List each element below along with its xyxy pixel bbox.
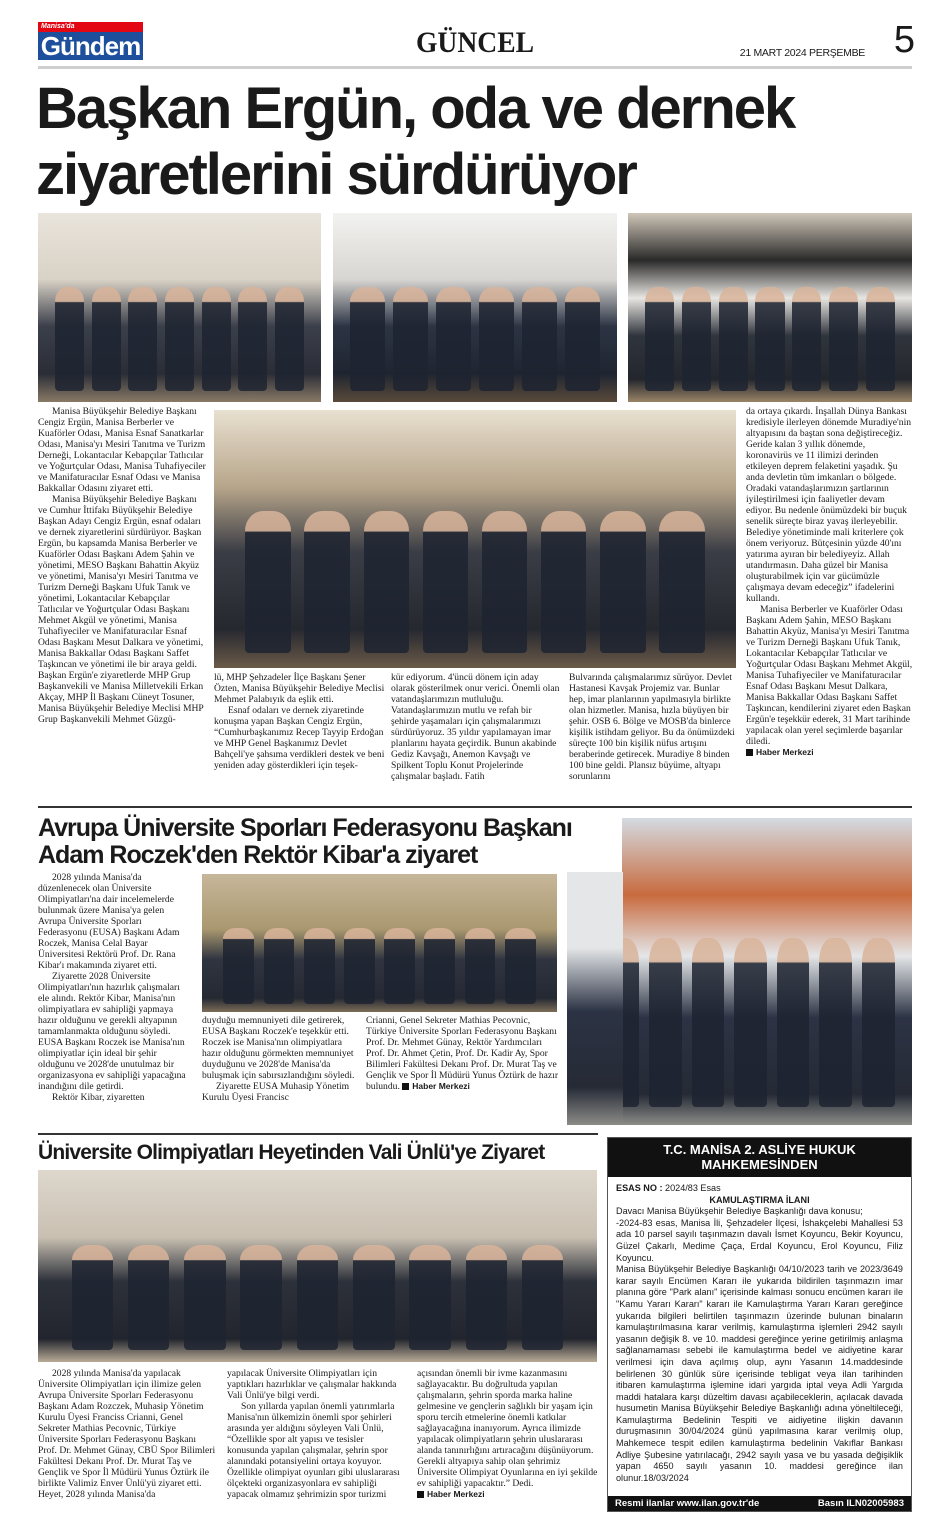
logo-small-text: Manisa'da — [41, 23, 75, 30]
paragraph: Manisa Berberler ve Kuaförler Odası Başkanı Adem Şahin, MESO Başkanı Bahattin Akyüz, Manisa'yı Mesiri Tanıtma ve Turizm Derneği Başkanı Ufuk Tanık, Lokantacılar Kebapçılar Tatlıcılar ve Yoğurtçular Odası Başkanı Mehmet Akgül, Manisa Tuhafiyeciler ve Manifaturacılar Esnaf Odası Başkanı Mesut Dalkara, Manisa Bakkallar Odası Başkanı Saffet Taşkıncan, kendilerini ziyaret eden Başkan Ergün'e teşekkür ederek, 31 Mart tarihinde yapılacak olan yerel seçimlerde başarılar diledi. — [746, 604, 913, 747]
article2-main-photo — [202, 874, 557, 1012]
header-divider — [38, 66, 912, 69]
paragraph: Esnaf odaları ve dernek ziyaretinde konuşma yapan Başkan Cengiz Ergün, “Cumhurbaşkanımız Recep Tayyip Erdoğan ve MHP Genel Başkanımız Devlet Bahçeli'ye şahsıma verdikleri destek ve beni yeniden aday gösterdikleri için teşek- — [214, 705, 385, 771]
article2-side-photo-extension — [567, 872, 623, 1125]
article1-column-4 — [569, 672, 737, 796]
paragraph: Ziyarette EUSA Muhasip Yönetim Kurulu Üyesi Francisс — [202, 1081, 350, 1103]
official-notices-link[interactable]: Resmi ilanlar www.ilan.gov.tr'de — [615, 1498, 760, 1509]
article1-photo-3 — [628, 213, 912, 402]
case-number-value: 2024/83 Esas — [665, 1183, 721, 1193]
title-line: T.C. MANİSA 2. ASLİYE HUKUK — [663, 1142, 856, 1157]
paragraph: Ziyarette 2028 Üniversite Olimpiyatları'nın hazırlık çalışmaları ele alındı. Rektör Kibar, Manisa'nın olimpiyatlara ev sahipliği yapmaya hazır olduğunu ve gerekli altyapının tamamlanmakta olduğunu söyledi. EUSA Başkanı Roczek ise Manisa'nın olimpiyatlar için ideal bir şehir olduğunu ve 2028'de unutulmaz bir organizasyona ev sahipliği yapacağına inandığını dile getirdi. — [38, 971, 186, 1092]
article1-photo-1 — [38, 213, 321, 402]
paragraph: duyduğu memnuniyeti dile getirerek, EUSA Başkanı Roczek'e teşekkür etti. Roczek ise Manisa'nın olimpiyatlara hazır olduğunu görmekten memnuniyet duyduğunu ve 2028'de Manisa'da buluşmak için sabırsızlandığını söyledi. — [202, 1015, 355, 1081]
article3-byline: Haber Merkezi — [417, 1489, 599, 1499]
article3-photo — [38, 1170, 597, 1362]
section-title: GÜNCEL — [415, 26, 535, 59]
legal-notice-title — [608, 1138, 911, 1177]
article2-column-2 — [202, 1015, 362, 1126]
paragraph: açısından önemli bir ivme kazanmasını sağlayacaktır. Bu doğrultuda yapılan çalışmaların, şehrin sporda marka haline gelmesine ve gençlerin sağlıklı bir yaşam için sporu tercih etmelerine önemli katkılar sağlayacağına inanıyorum. Ayrıca ilimizde yapılacak olimpiyatların şehrin uluslararası alanda tanınırlığını artıracağını düşünüyorum. Gerekli altyapıya sahip olan şehrimiz Üniversite Olimpiyat Oyunlarına en iyi şekilde ev sahipliği yapacaktır.” Dedi. — [417, 1368, 598, 1489]
paragraph: Bulvarında çalışmalarımız sürüyor. Devlet Hastanesi Kavşak Projemiz var. Bunlar hep, imar planlarının yapılmasıyla birlikte olan hizmetler. Manisa, hızla büyüyen bir şehir. OSB 6. Bölge ve MOSB'da binlerce kişilik istihdam geliyor. Bu da önümüzdeki süreçte 100 bin kişilik nüfus artışını beraberinde getirecek. Muradiye 8 binden 100 bine geldi. Plansız büyüme, altyapı sorunlarını — [569, 672, 735, 782]
paragraph: Crianni, Genel Sekreter Mathias Pecovnic, Türkiye Üniversite Sporları Federasyonu Başkanı Prof. Dr. Mehmet Günay, Rektör Yardımcıları Prof. Dr. Ahmet Çetin, Prof. Dr. Kadir Ay, Spor Bilimleri Fakültesi Dekanı Prof. Dr. Murat Taş ve Gençlik ve Spor İl Müdürü Yunus Öztürk de hazır bulundu. — [366, 1015, 558, 1092]
article2-byline: Haber Merkezi — [402, 1081, 470, 1091]
issue-date: 21 MART 2024 PERŞEMBE — [739, 47, 865, 59]
paragraph: 2028 yılında Manisa'da yapılacak Üniversite Olimpiyatları için ilimize gelen Avrupa Üniversite Sporları Federasyonu Başkanı Adam Rozczek, Muhasip Yönetim Kurulu Üyesi Franciss Crianni, Genel Sekreter Mathias Pecovnic, Türkiye Üniversite Sporları Federasyonu Başkanı Prof. Dr. Mehmet Günay, CBÜ Spor Bilimleri Fakültesi Dekanı Prof. Dr. Murat Taş ve Gençlik ve Spor İl Müdürü Yunus Öztürk ile birlikte Valimiz Enver Ünlü'yü ziyaret etti. Heyet, 2028 yılında Manisa'da — [38, 1368, 216, 1500]
article1-headline — [36, 76, 794, 208]
article1-byline: Haber Merkezi — [746, 747, 913, 757]
headline-line: ziyaretlerini sürdürüyor — [36, 142, 636, 207]
newspaper-logo — [38, 22, 143, 60]
article3-headline: Üniversite Olimpiyatları Heyetinden Vali Ünlü'ye Ziyaret — [38, 1141, 545, 1164]
paragraph: kür ediyorum. 4'üncü dönem için aday olarak gösterilmek onur verici. Önemli olan vatandaşlarımızın mutluluğu. Vatandaşlarımızın mutlu ve refah bir şehirde yaşamaları için çalışmalarımızı sürdürüyoruz. 35 yıldır yapılamayan imar planlarını hayata geçirdik. Bunun akabinde Gediz Kavşağı, Anemon Kavşağı ve Spilkent Toplu Konut Projelerinde çalışmalar başladı. Fatih — [391, 672, 560, 782]
paragraph: yapılacak Üniversite Olimpiyatları için yaptıkları hazırlıklar ve çalışmalar hakkında Vali Ünlü'ye bilgi verdi. — [227, 1368, 397, 1401]
headline-line: Adam Roczek'den Rektör Kibar'a ziyaret — [38, 841, 478, 869]
paragraph: Manisa Büyükşehir Belediye Başkanı Cengiz Ergün, Manisa Berberler ve Kuaförler Odası, Manisa Esnaf Sanatkarlar Odası, Manisa'yı Mesiri Tanıtma ve Turizm Derneği, Lokantacılar Kebapçılar Tatlıcılar ve Yoğurtçular Odası, Manisa Tuhafiyeciler ve Manifaturacılar Esnaf Odası ve Manisa Bakkallar Odasını ziyaret etti. — [38, 406, 206, 494]
paragraph: Rektör Kibar, ziyaretten — [52, 1092, 145, 1103]
article3-column-2 — [227, 1368, 407, 1513]
article1-column-1 — [38, 406, 206, 796]
legal-notice-box — [607, 1137, 912, 1512]
logo-main-text: Gündem — [38, 32, 143, 60]
section-divider — [38, 1133, 598, 1135]
article3-column-1 — [38, 1368, 216, 1513]
paragraph: 2028 yılında Manisa'da düzenlenecek olan Üniversite Olimpiyatları'na dair incelemelerde bulunmak üzere Manisa'ya gelen Avrupa Üniversite Sporları Federasyonu (EUSA) Başkanı Adam Roczek, Manisa Celal Bayar Üniversitesi Rektörü Prof. Dr. Rana Kibar'ı makamında ziyaret etti. — [38, 872, 180, 971]
article3-column-3 — [417, 1368, 599, 1513]
article2-column-3 — [366, 1015, 558, 1126]
paragraph: Son yıllarda yapılan önemli yatırımlarla Manisa'nın ülkemizin önemli spor şehirleri arasında yer aldığını söyleyen Vali Ünlü, “Özellikle spor alt yapısı ve tesisler konusunda yapılan çalışmalar, şehrin spor alanındaki potansiyelini ortaya koyuyor. Özellikle olimpiyat oyunları gibi uluslararası ölçekteki organizasyonlara ev sahipliği yapacak olmamız şehrimizin spor turizmi — [227, 1401, 400, 1500]
article1-column-3 — [391, 672, 561, 796]
paragraph: Manisa Büyükşehir Belediye Başkanı ve Cumhur İttifakı Büyükşehir Belediye Başkan Adayı Cengiz Ergün, esnaf odaları ve dernek ziyaretlerini sürdürüyor. Başkan Ergün, bu kapsamda Manisa Berberler ve Kuaförler Odası Başkanı Adem Şahin ve yönetimi, MESO Başkanı Bahattin Akyüz ve yönetimi, Manisa'yı Mesiri Tanıtma ve Turizm Derneği Başkanı Ufuk Tanık ve yönetimi, Lokantacılar Kebapçılar Tatlıcılar ve Yoğurtçular Odası Başkanı Mehmet Akgül ve yönetimi, Manisa Tuhafiyeciler ve Manifaturacılar Esnaf Odası Başkanı Mesut Dalkara ve yönetimi, Manisa Bakkallar Odası Başkanı Saffet Taşkıncan ve yönetimi ile bir araya geldi. Başkan Ergün'e ziyaretlerde MHP Grup Başkanvekili ve Manisa Milletvekili Erkan Akçay, MHP İl Başkanı Cüneyt Tosuner, Manisa Büyükşehir Belediye Meclisi MHP Grup Başkanvekili Mehmet Güzgü- — [38, 494, 204, 725]
notice-paragraph: Manisa Büyükşehir Belediye Başkanlığı 04/10/2023 tarih ve 2023/3649 karar sayılı Encümen Kararı ile yukarıda bildirilen taşınmazın imar planına göre "Park alanı" içerisinde kalması sonucu encümen kararı ile "Kamu Yararı Kararı" kararı ile Kamulaştırma Yararı Kararı gereğince yukarıda bilgileri belirtilen taşınmazın üzerinde bulunan binaların kamulaştırılmasına karar verilmiş, kamulaştırma işlemleri 2942 sayılı yasanın değişik 8. ve 10. maddesi gereğince yerine getirilmiş anlaşma sağlanamaması sebebi ile kamulaştırma bedel ve aidiyetine karar verilmesi için dava açılmış olup, aynı Yasanın 14.maddesinde belirlenen 30 günlük süre içerisinde tebligat veya ilan tarihinden itibaren kamulaştırma işlemine idari yargıda iptal veya Adli Yargıda maddi hatalara karşı düzeltim davası açabileceklerin, açılacak davada husumetin Manisa Büyükşehir Belediye Başkanlığı adına yöneltileceği, Kamulaştırma Bedelinin Tespiti ve aidiyetine ilişkin davanın duruşmasının 30/04/2024 günü yapılmasına karar verilmiş olup, Mahkemece tespit edilen kamulaştırma bedelinin Vakıflar Bankası Adliye Şubesine yatırılacağı, 2942 sayılı yasa ve bu yasada değişiklik yapan 4650 sayılı yasanın 10. maddesi gereğince ilan olunur.18/03/2024 — [616, 1264, 903, 1483]
paragraph: da ortaya çıkardı. İnşallah Dünya Bankası kredisiyle ilerleyen dönemde Muradiye'nin altyapısını da baştan sona değiştireceğiz. Geride kalan 3 yıllık dönemde, koronavirüs ve 11 ilimizi derinden etkileyen deprem felaketini yaşadık. Şu anda devletin tüm imkanları o bölgede. Oradaki vatandaşlarımızın şartlarının iyileştirilmesi için faaliyetler devam ediyor. Bu nedenle önümüzdeki bir buçuk senelik süreçte biraz yavaş ilerleyebilir. Belediye yönetiminde mali kriterlere çok önem veriyoruz. Bütçesinin yüzde 40'ını yatırıma ayıran bir belediyeyiz. Allah utandırmasın. Daha güzel bir Manisa oluşturabilmek için var gücümüzle çalışmaya devam edeceğiz” ifadelerini kullandı. — [746, 406, 912, 604]
section-divider — [38, 806, 912, 808]
article2-side-photo — [622, 818, 912, 1125]
headline-line: Başkan Ergün, oda ve dernek — [36, 76, 795, 141]
case-number-label: ESAS NO : — [616, 1183, 663, 1193]
paragraph: lü, MHP Şehzadeler İlçe Başkanı Şener Özten, Manisa Büyükşehir Belediye Meclisi Mehmet Palabıyık da eşlik etti. — [214, 672, 385, 705]
legal-notice-footer — [608, 1496, 911, 1511]
article1-photo-2 — [333, 213, 617, 402]
title-line: MAHKEMESİNDEN — [701, 1157, 818, 1172]
notice-paragraph: Davacı Manisa Büyükşehir Belediye Başkanlığı dava konusu; — [616, 1206, 863, 1217]
article1-main-photo — [214, 410, 736, 668]
notice-paragraph: -2024-83 esas, Manisa İli, Şehzadeler İlçesi, İshakçelebi Mahallesi 53 ada 10 parsel sayılı taşınmazın davalı İsmet Koyuncu, Bekir Koyuncu, Güzel Çakarlı, Medime Çaça, Erdal Koyuncu, Erol Koyuncu, Filiz Koyuncu. — [616, 1217, 903, 1263]
article1-column-5 — [746, 406, 913, 796]
article2-headline — [38, 815, 572, 869]
article1-column-2 — [214, 672, 385, 796]
headline-line: Avrupa Üniversite Sporları Federasyonu Başkanı — [38, 814, 572, 842]
press-notice-id: Basın ILN02005983 — [817, 1498, 904, 1509]
notice-subtitle: KAMULAŞTIRMA İLANI — [709, 1194, 810, 1205]
case-number — [616, 1183, 903, 1195]
page-number: 5 — [893, 19, 915, 61]
article2-column-1 — [38, 872, 191, 1126]
legal-notice-body — [608, 1177, 911, 1484]
